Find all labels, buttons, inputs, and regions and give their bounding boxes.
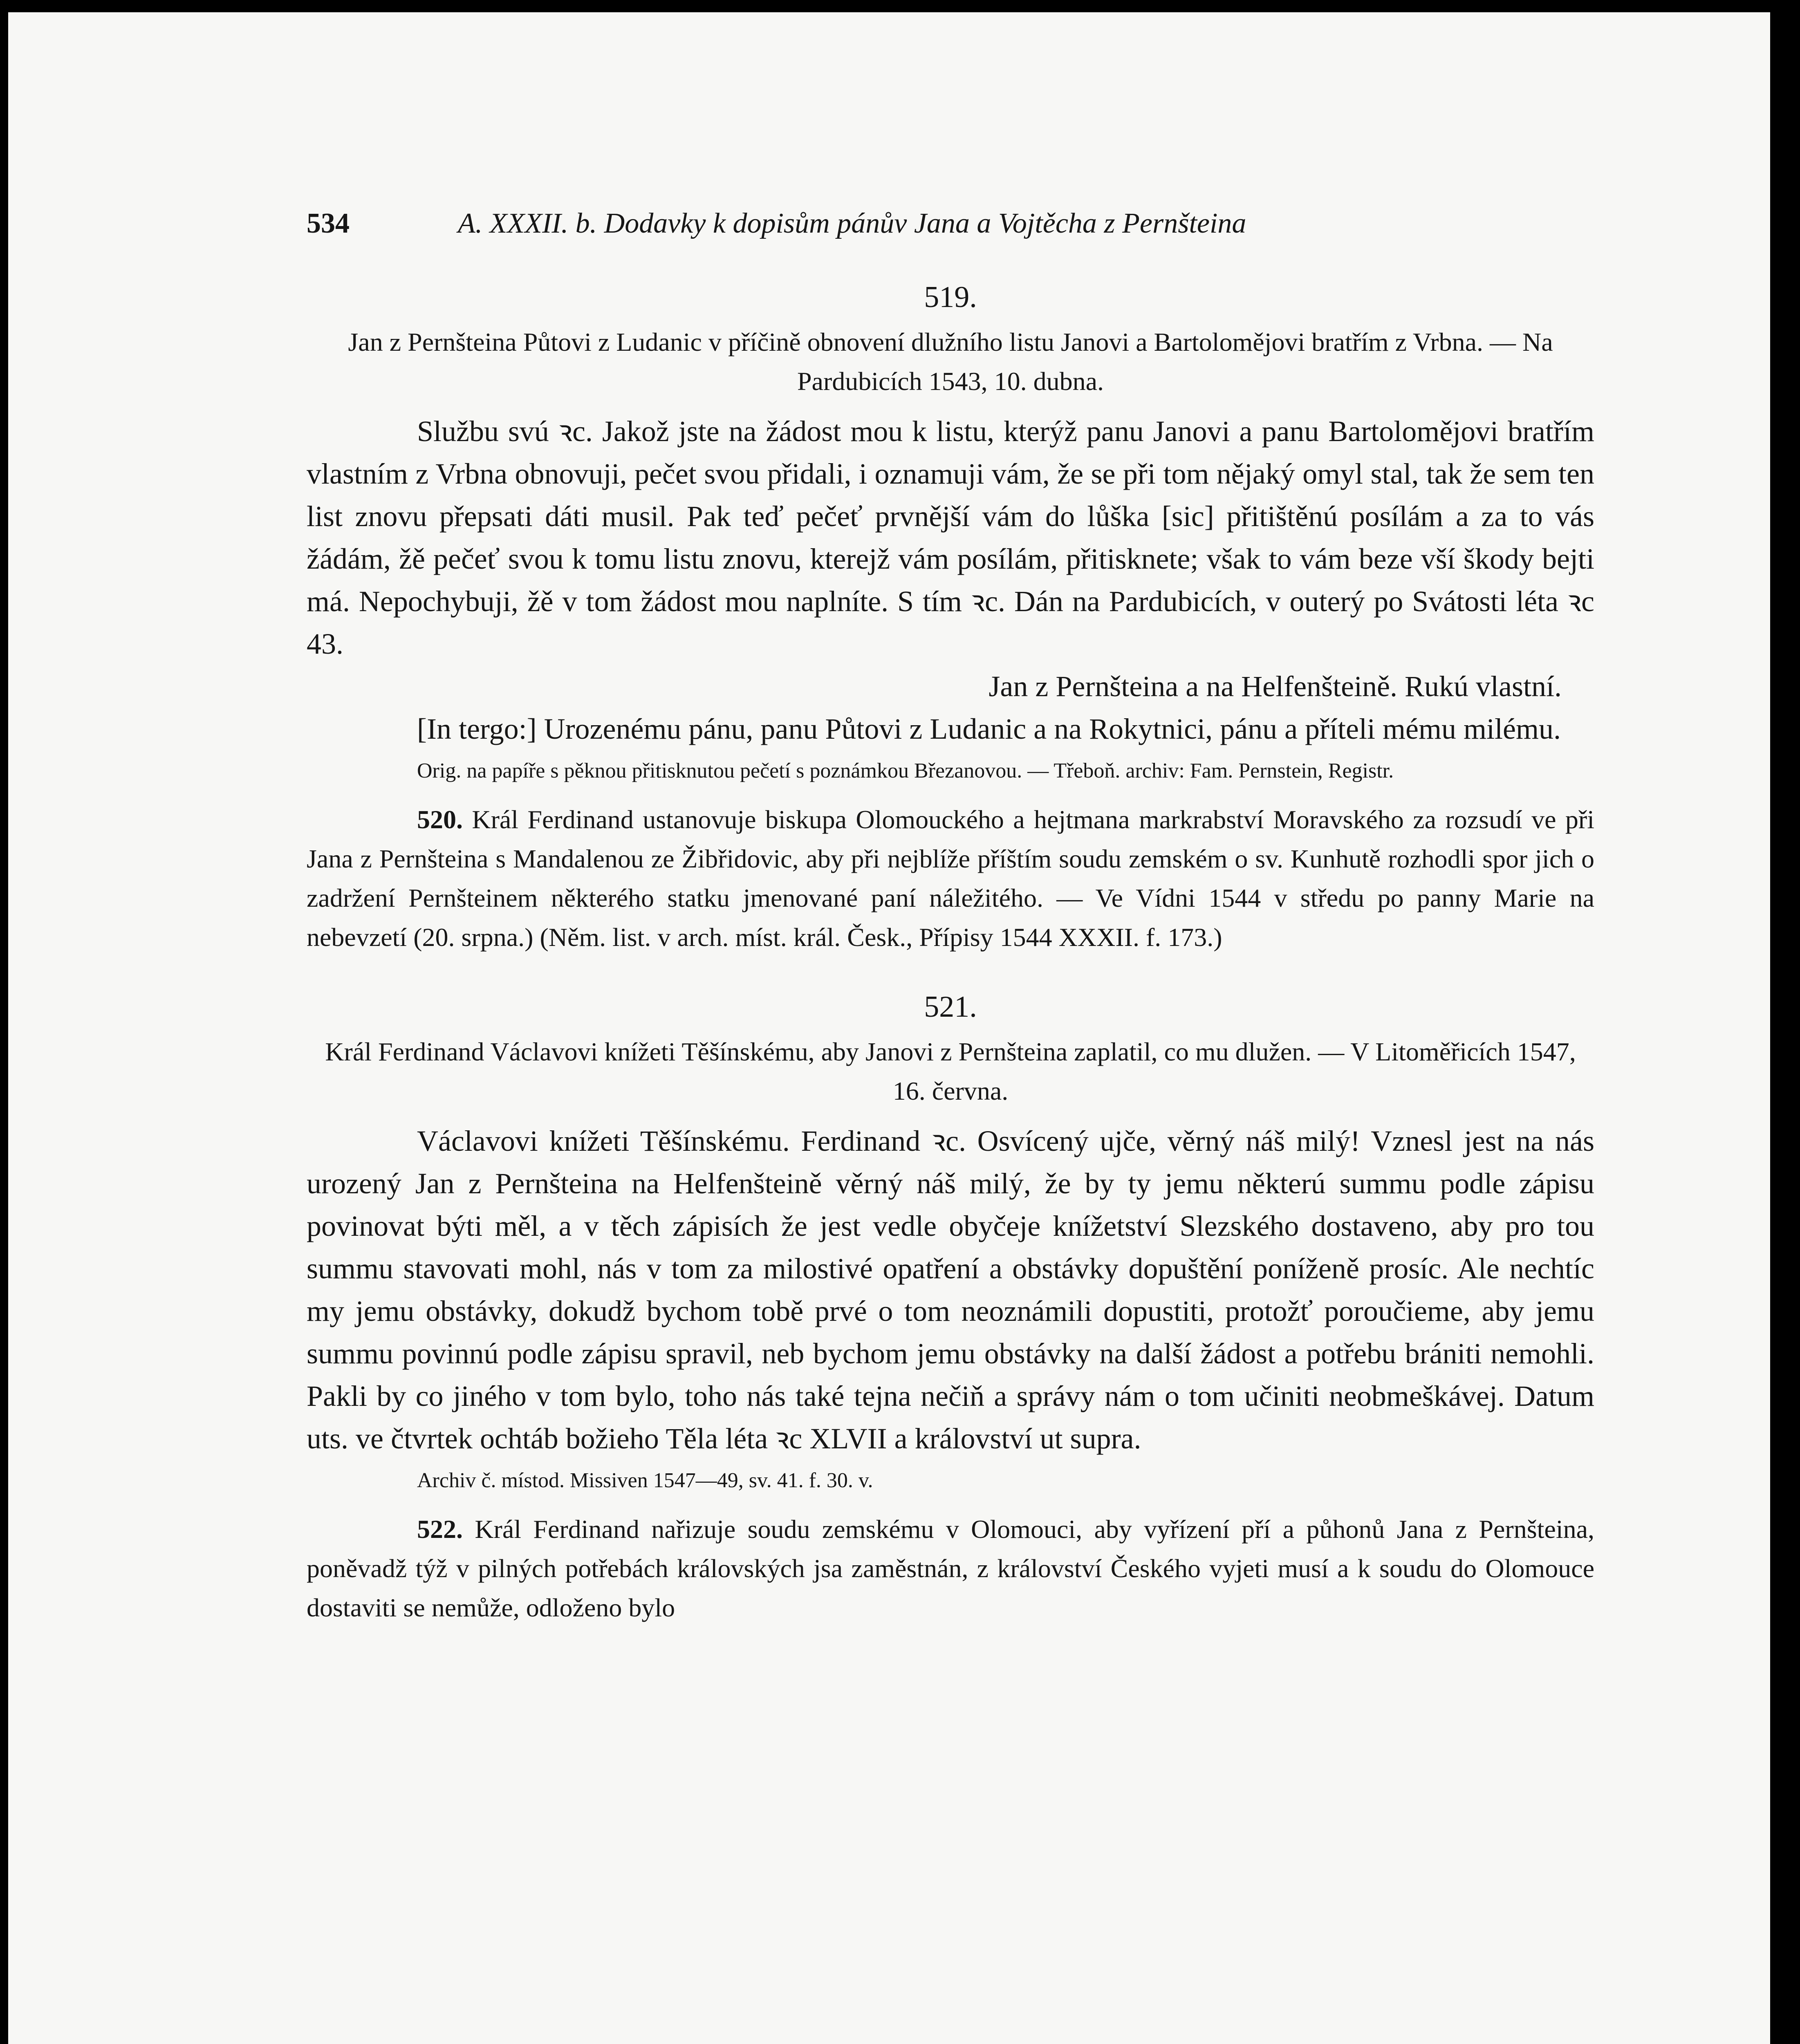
source-note: Orig. na papíře s pěknou přitisknutou pečetí s poznámkou Březanovou. — Třeboň. archiv: Fam. Pernstein, Registr. [417, 759, 1394, 782]
letter-address: [In tergo:] Urozenému pánu, panu Půtovi z Ludanic a na Rokytnici, pánu a příteli mému milému. [417, 713, 1561, 745]
letter-body: Službu svú ꝛc. Jakož jste na žádost mou k listu, kterýž panu Janovi a panu Bartolomějovi bratřím vlastním z Vrbna obnovuji, pečet svou přidali, i oznamuji vám, že se při tom nějaký omyl stal, tak že sem ten list znovu přepsati dáti musil. Pak teď pečeť prvnější vám do lůška [sic] přitištěnú posílám a za to vás žádám, žě pečeť svou k tomu listu znovu, kterejž vám posílám, přitisknete; však to vám beze vší škody bejti má. Nepochybuji, žě v tom žádost mou naplníte. S tím ꝛc. Dán na Pardubicích, v outerý po Svátosti léta ꝛc 43. [307, 415, 1594, 660]
document-summary: Král Ferdinand Václavovi knížeti Těšínskému, aby Janovi z Pernšteina zaplatil, co mu dlužen. — V Litoměřicích 1547, 16. června. [325, 1037, 1576, 1105]
document-summary: Jan z Pernšteina Půtovi z Ludanic v příčině obnovení dlužního listu Janovi a Bartolomějovi bratřím z Vrbna. — Na Pardubicích 1543, 10. dubna. [348, 327, 1553, 396]
document-520 [307, 800, 1594, 957]
regest-text: Král Ferdinand ustanovuje biskupa Olomouckého a hejtmana markrabství Moravského za rozsudí ve při Jana z Pernšteina s Mandalenou ze Žibřidovic, aby při nejblíže příštím soudu zemském o sv. Kunhutě rozhodli spor jich o zadržení Pernšteinem některého statku jmenované paní náležitého. — Ve Vídni 1544 v středu po panny Marie na nebevzetí (20. srpna.) (Něm. list. v arch. míst. král. Česk., Přípisy 1544 XXXII. f. 173.) [307, 805, 1595, 952]
document-519 [307, 276, 1594, 787]
document-522 [307, 1510, 1594, 1627]
letter-body: Václavovi knížeti Těšínskému. Ferdinand ꝛc. Osvícený ujče, věrný náš milý! Vznesl jest na nás urozený Jan z Pernšteina na Helfenšteině věrný náš milý, že by ty jemu některú summu podle zápisu povinovat býti měl, a v těch zápisích že jest vedle obyčeje knížetství Slezského dostaveno, aby pro tou summu stavovati mohl, nás v tom za milostivé opatření a obstávky dopuštění poníženě prosíc. Ale nechtíc my jemu obstávky, dokudž bychom tobě prvé o tom neoznámili dopustiti, protožť poroučieme, aby jemu summu povinnú podle zápisu spravil, neb bychom jemu obstávky na další žádost a potřebu brániti nemohli. Pakli by co jiného v tom bylo, toho nás také tejna nečiň a správy nám o tom učiniti neobmeškávej. Datum uts. ve čtvrtek ochtáb božieho Těla léta ꝛc XLVII a království ut supra. [307, 1125, 1594, 1455]
document-number: 521. [924, 990, 977, 1024]
section-gap [307, 957, 1594, 986]
document-number: 519. [924, 280, 977, 314]
regest-number: 522. [417, 1515, 463, 1544]
regest-text: Král Ferdinand nařizuje soudu zemskému v Olomouci, aby vyřízení pří a půhonů Jana z Pernšteina, poněvadž týž v pilných potřebách královských jsa zaměstnán, z království Českého vyjeti musí a k soudu do Olomouce dostaviti se nemůže, odloženo bylo [307, 1515, 1595, 1622]
letter-signature: Jan z Pernšteina a na Helfenšteině. Rukú vlastní. [989, 670, 1562, 703]
regest-number: 520. [417, 805, 463, 834]
document-page [307, 202, 1594, 1627]
running-title: A. XXXII. b. Dodavky k dopisům pánův Jana a Vojtěcha z Pernšteina [458, 208, 1246, 239]
running-head [307, 202, 1594, 243]
source-note: Archiv č. místod. Missiven 1547—49, sv. 41. f. 30. v. [417, 1469, 873, 1492]
document-521 [307, 986, 1594, 1497]
page-number: 534 [307, 208, 350, 239]
